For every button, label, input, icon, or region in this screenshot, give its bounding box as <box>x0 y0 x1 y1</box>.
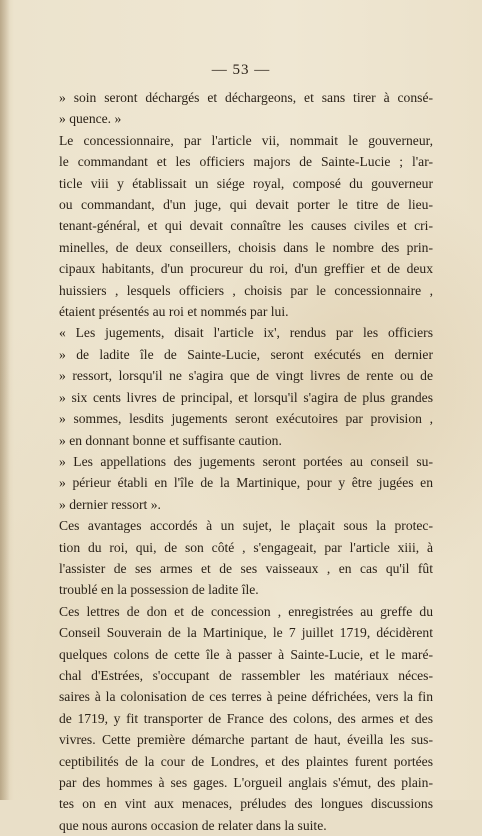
page-number: — 53 — <box>211 62 271 78</box>
text-line: tenant-général, et qui devait connaître les causes civiles et cri- <box>59 218 433 234</box>
paragraph-2 <box>59 130 433 323</box>
text-line: « Les jugements, disait l'article ix', rendus par les officiers <box>59 325 433 341</box>
text-line: Le concessionnaire, par l'article vii, nommait le gouverneur, <box>59 132 433 148</box>
text-line: » Les appellations des jugements seront portées au conseil su- <box>59 453 433 469</box>
text-line: de 1719, y fit transporter de France des colons, des armes et des <box>59 710 433 726</box>
text-line: ceptibilités de la cour de Londres, et des plaintes furent portées <box>59 753 433 769</box>
text-line: par des hommes à ses gages. L'orgueil anglais s'émut, des plain- <box>59 775 433 790</box>
text-line: chal d'Estrées, s'occupant de rassembler les matériaux néces- <box>59 667 433 683</box>
text-line: étaient présentés au roi et nommés par lui. <box>59 304 289 320</box>
text-line: » périeur établi en l'île de la Martinique, pour y être jugées en <box>59 475 433 491</box>
text-line: minelles, de deux conseillers, choisis dans le nombre des prin- <box>59 239 433 255</box>
text-line: le commandant et les officiers majors de Sainte-Lucie ; l'ar- <box>59 154 433 170</box>
text-line: » en donnant bonne et suffisante caution. <box>59 432 282 448</box>
paragraph-1 <box>59 87 433 130</box>
text-line: Conseil Souverain de la Martinique, le 7 juillet 1719, décidèrent <box>59 625 433 641</box>
text-line: l'assister de ses armes et de ses vaisseaux , en cas qu'il fût <box>59 560 433 576</box>
paragraph-5 <box>59 515 433 601</box>
text-line: saires à la colonisation de ces terres à peine défrichées, vers la fin <box>59 689 433 705</box>
text-line: que nous aurons occasion de relater dans la suite. <box>59 817 327 833</box>
paragraph-6 <box>59 601 433 836</box>
body-text <box>59 87 433 836</box>
text-line: quelques colons de cette île à passer à Sainte-Lucie, et le maré- <box>59 646 433 662</box>
text-line: Ces lettres de don et de concession , enregistrées au greffe du <box>59 603 433 619</box>
text-line: » sommes, lesdits jugements seront exécutoires par provision , <box>59 411 433 427</box>
text-line: » dernier ressort ». <box>59 496 161 512</box>
text-line: » six cents livres de principal, et lorsqu'il s'agira de plus grandes <box>59 389 433 405</box>
paragraph-4 <box>59 451 433 515</box>
text-line: cipaux habitants, d'un procureur du roi, d'un greffier et de deux <box>59 261 433 277</box>
text-line: » de ladite île de Sainte-Lucie, seront exécutés en dernier <box>59 346 433 362</box>
text-line: » soin seront déchargés et déchargeons, et sans tirer à consé- <box>59 90 433 105</box>
text-line: tion du roi, qui, de son côté , s'engageait, par l'article xiii, à <box>59 539 433 555</box>
text-line: troublé en la possession de ladite île. <box>59 582 259 598</box>
text-line: » quence. » <box>59 111 122 127</box>
text-line: ticle viii y établissait un siége royal, composé du gouverneur <box>59 175 433 191</box>
text-line: tes on en vint aux menaces, préludes des longues discussions <box>59 796 433 812</box>
paragraph-3 <box>59 322 433 450</box>
text-line: vivres. Cette première démarche partant de haut, éveilla les sus- <box>59 732 433 748</box>
page-gutter-shadow <box>0 0 10 800</box>
text-line: huissiers , lesquels officiers , choisis par le concessionnaire , <box>59 282 433 298</box>
text-line: » ressort, lorsqu'il ne s'agira que de vingt livres de rente ou de <box>59 368 433 384</box>
text-line: Ces avantages accordés à un sujet, le plaçait sous la protec- <box>59 518 433 534</box>
text-line: ou commandant, d'un juge, qui devait porter le titre de lieu- <box>59 197 433 213</box>
